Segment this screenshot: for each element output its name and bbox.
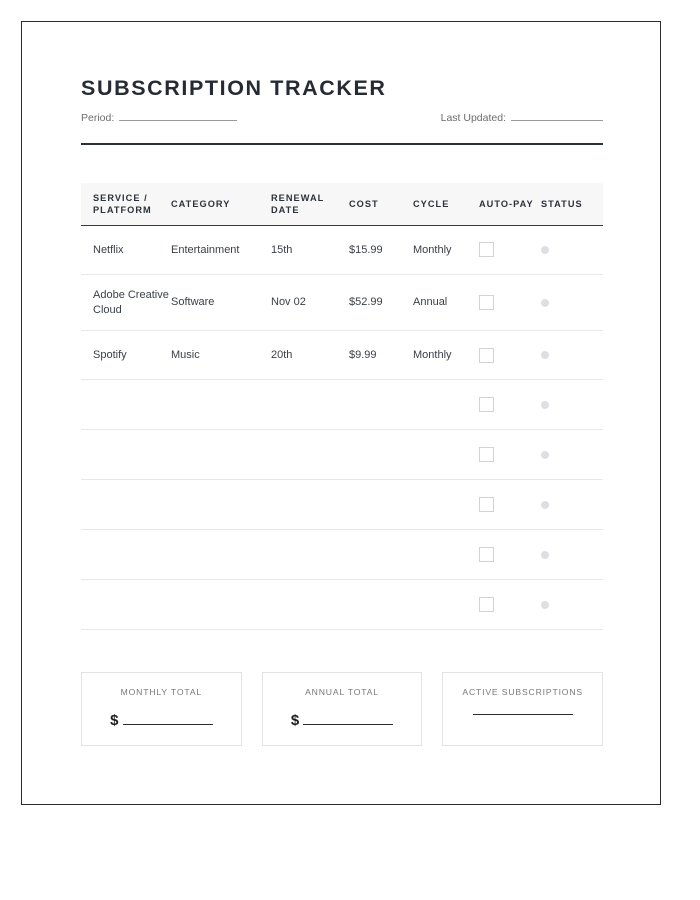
summary-box-label: ANNUAL TOTAL bbox=[305, 687, 379, 698]
status-dot-icon[interactable] bbox=[541, 246, 549, 254]
cell-renewal-date[interactable] bbox=[271, 380, 349, 430]
cell-status bbox=[541, 580, 603, 630]
cell-cycle[interactable] bbox=[413, 530, 479, 580]
table-row[interactable] bbox=[81, 430, 603, 480]
cell-auto-pay bbox=[479, 225, 541, 274]
table-row[interactable] bbox=[81, 331, 603, 380]
summary-box bbox=[442, 672, 603, 746]
cell-renewal-date[interactable] bbox=[271, 430, 349, 480]
table-row[interactable] bbox=[81, 274, 603, 330]
cell-category[interactable]: Music bbox=[171, 331, 271, 380]
auto-pay-checkbox[interactable] bbox=[479, 597, 494, 612]
cell-cycle[interactable]: Monthly bbox=[413, 225, 479, 274]
cell-cycle[interactable]: Annual bbox=[413, 274, 479, 330]
status-dot-icon[interactable] bbox=[541, 501, 549, 509]
cell-auto-pay bbox=[479, 331, 541, 380]
table-header-row bbox=[81, 183, 603, 226]
cell-category[interactable]: Entertainment bbox=[171, 225, 271, 274]
cell-cycle[interactable] bbox=[413, 480, 479, 530]
last-updated-field[interactable] bbox=[441, 112, 603, 124]
cell-status bbox=[541, 430, 603, 480]
cell-status bbox=[541, 225, 603, 274]
summary-blank-line[interactable] bbox=[123, 723, 213, 725]
summary-box bbox=[262, 672, 423, 746]
header-divider bbox=[81, 143, 603, 145]
table-row[interactable] bbox=[81, 480, 603, 530]
summary-row bbox=[81, 672, 603, 746]
table-body bbox=[81, 225, 603, 629]
column-header-category: CATEGORY bbox=[171, 183, 271, 226]
auto-pay-checkbox[interactable] bbox=[479, 348, 494, 363]
currency-symbol: $ bbox=[110, 711, 119, 729]
page-title: SUBSCRIPTION TRACKER bbox=[81, 76, 387, 100]
auto-pay-checkbox[interactable] bbox=[479, 447, 494, 462]
cell-service[interactable] bbox=[81, 380, 171, 430]
cell-category[interactable]: Software bbox=[171, 274, 271, 330]
cell-cost[interactable]: $9.99 bbox=[349, 331, 413, 380]
summary-box bbox=[81, 672, 242, 746]
cell-renewal-date[interactable]: 20th bbox=[271, 331, 349, 380]
status-dot-icon[interactable] bbox=[541, 401, 549, 409]
cell-service[interactable] bbox=[81, 580, 171, 630]
cell-service[interactable] bbox=[81, 530, 171, 580]
cell-auto-pay bbox=[479, 580, 541, 630]
status-dot-icon[interactable] bbox=[541, 299, 549, 307]
period-label: Period: bbox=[81, 111, 115, 124]
auto-pay-checkbox[interactable] bbox=[479, 547, 494, 562]
cell-service[interactable] bbox=[81, 480, 171, 530]
column-header-renewal-date: RENEWAL DATE bbox=[271, 183, 349, 226]
cell-category[interactable] bbox=[171, 380, 271, 430]
cell-status bbox=[541, 274, 603, 330]
summary-box-label: ACTIVE SUBSCRIPTIONS bbox=[462, 687, 583, 698]
cell-cycle[interactable] bbox=[413, 580, 479, 630]
summary-blank-line[interactable] bbox=[473, 713, 573, 715]
auto-pay-checkbox[interactable] bbox=[479, 295, 494, 310]
cell-cost[interactable]: $52.99 bbox=[349, 274, 413, 330]
summary-box-value[interactable] bbox=[94, 713, 229, 728]
cell-cost[interactable]: $15.99 bbox=[349, 225, 413, 274]
last-updated-blank-line[interactable] bbox=[511, 119, 603, 121]
cell-renewal-date[interactable] bbox=[271, 480, 349, 530]
cell-auto-pay bbox=[479, 380, 541, 430]
page-sheet bbox=[21, 21, 661, 805]
auto-pay-checkbox[interactable] bbox=[479, 497, 494, 512]
cell-status bbox=[541, 380, 603, 430]
table-row[interactable] bbox=[81, 530, 603, 580]
cell-category[interactable] bbox=[171, 480, 271, 530]
page-content bbox=[81, 77, 603, 746]
period-field[interactable] bbox=[81, 112, 237, 124]
table-row[interactable] bbox=[81, 380, 603, 430]
cell-service[interactable]: Netflix bbox=[81, 225, 171, 274]
cell-renewal-date[interactable]: 15th bbox=[271, 225, 349, 274]
cell-auto-pay bbox=[479, 430, 541, 480]
last-updated-label: Last Updated: bbox=[440, 111, 506, 124]
cell-cost[interactable] bbox=[349, 430, 413, 480]
cell-cycle[interactable] bbox=[413, 380, 479, 430]
cell-cycle[interactable]: Monthly bbox=[413, 331, 479, 380]
status-dot-icon[interactable] bbox=[541, 551, 549, 559]
auto-pay-checkbox[interactable] bbox=[479, 242, 494, 257]
cell-service[interactable]: Spotify bbox=[81, 331, 171, 380]
auto-pay-checkbox[interactable] bbox=[479, 397, 494, 412]
cell-category[interactable] bbox=[171, 430, 271, 480]
cell-auto-pay bbox=[479, 530, 541, 580]
cell-status bbox=[541, 480, 603, 530]
status-dot-icon[interactable] bbox=[541, 601, 549, 609]
summary-box-value[interactable] bbox=[455, 713, 590, 718]
cell-renewal-date[interactable] bbox=[271, 580, 349, 630]
column-header-status: STATUS bbox=[541, 183, 603, 226]
currency-symbol: $ bbox=[290, 711, 300, 729]
cell-category[interactable] bbox=[171, 530, 271, 580]
status-dot-icon[interactable] bbox=[541, 351, 549, 359]
cell-auto-pay bbox=[479, 274, 541, 330]
table-row[interactable] bbox=[81, 225, 603, 274]
cell-cost[interactable] bbox=[349, 530, 413, 580]
cell-category[interactable] bbox=[171, 580, 271, 630]
column-header-cycle: CYCLE bbox=[413, 183, 479, 226]
cell-cost[interactable] bbox=[349, 380, 413, 430]
cell-status bbox=[541, 530, 603, 580]
period-blank-line[interactable] bbox=[119, 119, 237, 121]
column-header-cost: COST bbox=[349, 183, 413, 226]
status-dot-icon[interactable] bbox=[541, 451, 549, 459]
cell-service[interactable] bbox=[81, 430, 171, 480]
summary-blank-line[interactable] bbox=[303, 723, 393, 725]
summary-box-label: MONTHLY TOTAL bbox=[120, 687, 203, 698]
cell-status bbox=[541, 331, 603, 380]
cell-cycle[interactable] bbox=[413, 430, 479, 480]
cell-cost[interactable] bbox=[349, 580, 413, 630]
cell-cost[interactable] bbox=[349, 480, 413, 530]
subscription-table bbox=[81, 183, 603, 631]
column-header-auto-pay: AUTO-PAY bbox=[479, 183, 541, 226]
cell-auto-pay bbox=[479, 480, 541, 530]
cell-renewal-date[interactable] bbox=[271, 530, 349, 580]
table-header bbox=[81, 183, 603, 226]
table-row[interactable] bbox=[81, 580, 603, 630]
cell-renewal-date[interactable]: Nov 02 bbox=[271, 274, 349, 330]
summary-box-value[interactable] bbox=[275, 713, 410, 728]
column-header-service: SERVICE / PLATFORM bbox=[81, 183, 171, 226]
document-meta-row bbox=[81, 112, 603, 124]
cell-service[interactable]: Adobe Creative Cloud bbox=[81, 274, 171, 330]
